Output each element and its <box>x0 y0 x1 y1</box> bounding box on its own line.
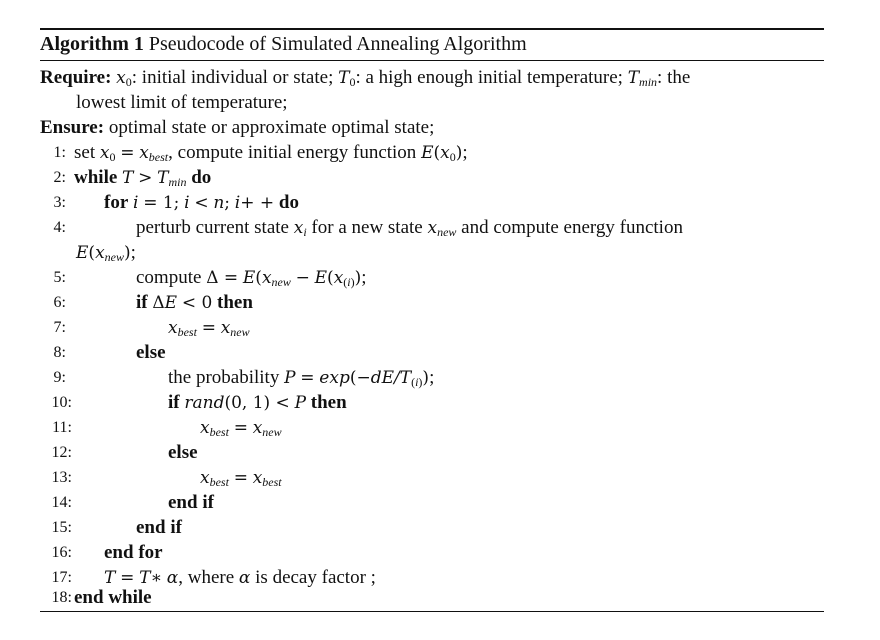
keyword-else: else <box>168 442 198 463</box>
line-number: 14: <box>51 494 72 511</box>
line-text: compute <box>136 267 202 288</box>
keyword-while: while <box>74 167 118 188</box>
keyword-then: then <box>310 392 347 413</box>
top-rule <box>40 28 824 30</box>
code-line-11: 11: $x_{best} = x_{new}$ <box>40 415 824 440</box>
code-line-1: 1: set $x_0 = x_{best}$, compute initial energy function $E(x_0)$; <box>40 140 824 165</box>
code-line-5: 5: compute $\Delta = E(x_{new} - E(x_{(i)})$; <box>40 265 824 290</box>
line-text: , where <box>178 567 235 588</box>
math-T0: T <box>338 68 350 88</box>
line-text: and compute energy function <box>461 217 683 238</box>
line-number: 2: <box>53 169 66 186</box>
keyword-if: if <box>136 292 148 313</box>
code-line-4: 4: perturb current state $x_i$ for a new state $x_{new}$ and compute energy function <box>40 215 824 240</box>
require-continuation: lowest limit of temperature; <box>76 92 288 113</box>
line-number: 13: <box>51 469 72 486</box>
code-line-13: 13: $x_{best} = x_{best}$ <box>40 465 824 490</box>
line-number: 1: <box>53 144 66 161</box>
code-line-12 <box>40 440 824 465</box>
line-number: 6: <box>53 294 66 311</box>
code-line-8 <box>40 340 824 365</box>
line-text: the probability <box>168 367 280 388</box>
line-number: 9: <box>53 369 66 386</box>
line-number: 7: <box>53 319 66 336</box>
keyword-for: for <box>104 192 129 213</box>
code-line-10: 10: if rand(0, 1) < P then <box>40 390 824 415</box>
line-number: 18: <box>51 589 72 606</box>
line-number: 15: <box>51 519 72 536</box>
keyword-then: then <box>217 292 253 313</box>
code-line-15 <box>40 515 824 540</box>
ensure-label: Ensure: <box>40 117 105 138</box>
line-number: 4: <box>53 219 66 236</box>
algorithm-caption <box>40 31 527 57</box>
require-x0-desc: : initial individual or state; <box>131 67 334 88</box>
require-line: Require: $x_0$: initial individual or state; $T_0$: a high enough initial temperature; $T_{min}$: the <box>40 67 691 89</box>
keyword-end-for: end for <box>104 542 163 563</box>
line-number: 5: <box>53 269 66 286</box>
math-x0: x <box>116 68 126 88</box>
code-line-18 <box>40 585 824 610</box>
code-line-17: 17: T = T∗ α, where α is decay factor ; <box>40 565 824 590</box>
line-text: for a new state <box>311 217 423 238</box>
algorithm-label: Algorithm 1 <box>40 33 144 55</box>
ensure-text: optimal state or approximate optimal state; <box>108 117 435 138</box>
keyword-end-if: end if <box>168 492 214 513</box>
line-number: 16: <box>51 544 72 561</box>
line-text: , compute initial energy function <box>168 142 417 163</box>
line-text: is decay factor ; <box>255 567 376 588</box>
ensure-line <box>40 115 434 140</box>
bottom-rule <box>40 611 824 612</box>
line-number: 12: <box>51 444 72 461</box>
algorithm-title: Pseudocode of Simulated Annealing Algorithm <box>148 33 527 55</box>
math-Tmin: T <box>627 68 640 88</box>
line-text: perturb current state <box>136 217 289 238</box>
code-line-16 <box>40 540 824 565</box>
line-text: set <box>74 142 96 163</box>
keyword-do: do <box>191 167 212 188</box>
code-line-9: 9: the probability $P = \exp(-dE/T_{(i)})$; <box>40 365 824 390</box>
require-T0-desc: : a high enough initial temperature; <box>355 67 623 88</box>
code-line-3: 3: for i = 1; i < n; i+ + do <box>40 190 824 215</box>
require-label: Require: <box>40 67 112 88</box>
keyword-if: if <box>168 392 180 413</box>
code-line-6: 6: if ΔE < 0 then <box>40 290 824 315</box>
keyword-end-if: end if <box>136 517 182 538</box>
line-number: 11: <box>52 419 72 436</box>
caption-rule <box>40 60 824 61</box>
line-number: 8: <box>53 344 66 361</box>
code-line-4-continuation: $E(x_{new})$; <box>76 242 136 264</box>
require-Tmin-desc: : the <box>657 67 691 88</box>
code-line-14 <box>40 490 824 515</box>
code-line-7: 7: $x_{best} = x_{new}$ <box>40 315 824 340</box>
line-number: 17: <box>51 569 72 586</box>
keyword-do: do <box>278 192 299 213</box>
keyword-end-while: end while <box>74 587 152 608</box>
keyword-else: else <box>136 342 166 363</box>
line-number: 10: <box>51 394 72 411</box>
line-number: 3: <box>53 194 66 211</box>
code-line-2: 2: while $T > T_{min}$ do <box>40 165 824 190</box>
